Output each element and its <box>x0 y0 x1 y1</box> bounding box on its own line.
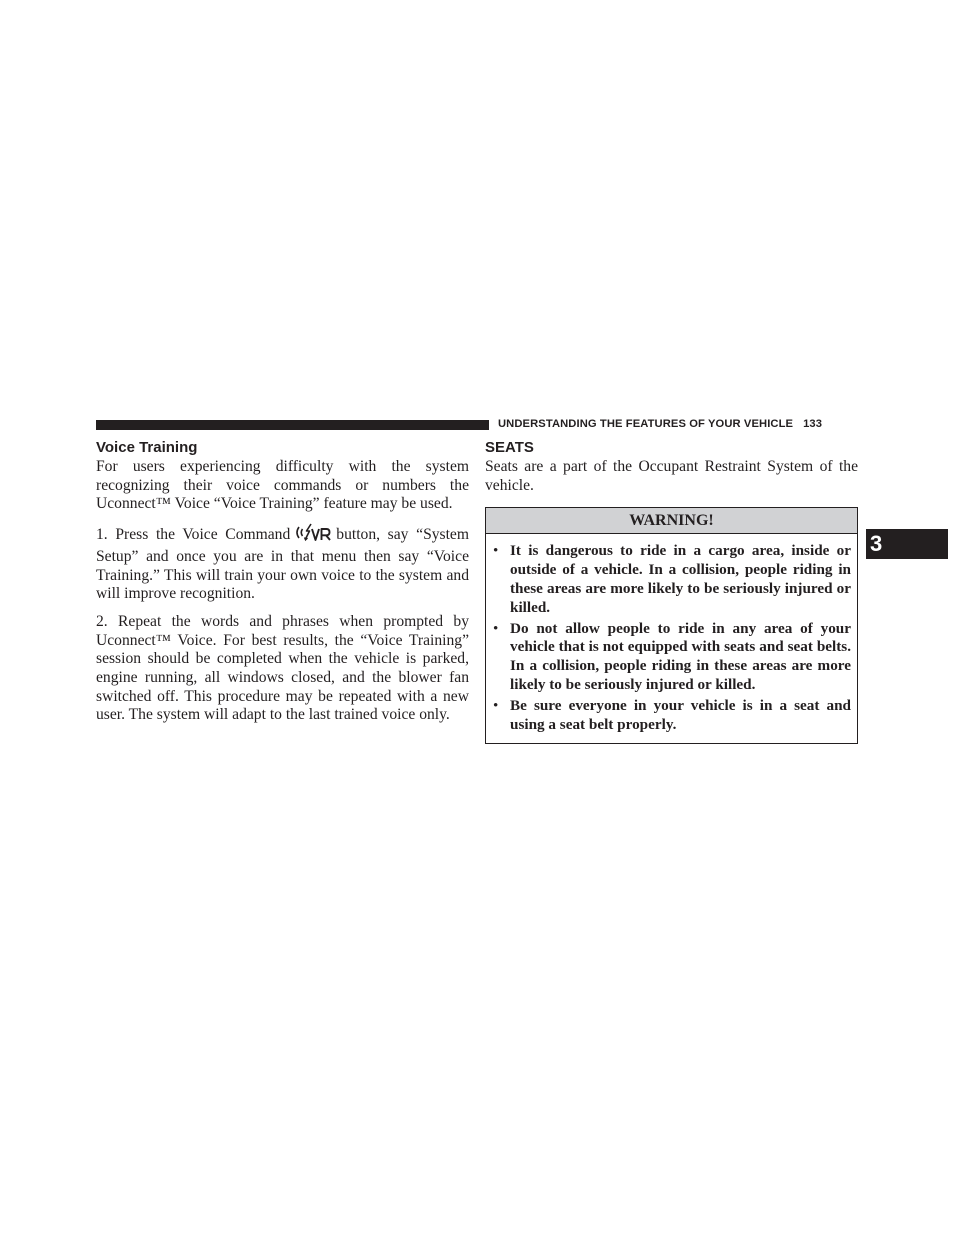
header-rule <box>96 420 489 430</box>
warning-list <box>486 534 857 743</box>
left-column <box>96 438 469 734</box>
chapter-tab: 3 <box>866 529 948 559</box>
running-header <box>498 418 822 430</box>
voice-command-vr-icon <box>293 523 333 548</box>
warning-item-text: Do not allow people to ride in any area of your vehicle that is not equipped with seats and seat belts. In a collision, people riding in these areas are more likely to be seriously injured or killed. <box>510 619 851 693</box>
warning-item-text: It is dangerous to ride in a cargo area, inside or outside of a vehicle. In a collision, people riding in these areas are more likely to be seriously injured or killed. <box>510 542 851 616</box>
warning-item-text: Be sure everyone in your vehicle is in a seat and using a seat belt properly. <box>510 696 851 733</box>
voice-training-step-2: 2. Repeat the words and phrases when prompted by Uconnect™ Voice. For best results, the “Voice Training” session should be completed when the vehicle is parked, engine running, all windows closed, and the blower fan switched off. This procedure may be repeated with a new user. The system will adapt to the last trained voice only. <box>96 612 469 724</box>
step-1-text-after: button, say “System Setup” and once you are in that menu then say “Voice Training.” This will train your own voice to the system and will improve recognition. <box>96 526 469 603</box>
page-number: 133 <box>803 418 823 430</box>
right-column <box>485 438 858 744</box>
voice-training-heading: Voice Training <box>96 439 198 456</box>
bullet-icon: • <box>493 696 499 714</box>
voice-training-intro: For users experiencing difficulty with the system recognizing their voice commands or numbers the Uconnect™ Voice “Voice Training” feature may be used. <box>96 458 469 513</box>
seats-heading: SEATS <box>485 439 534 456</box>
section-title: UNDERSTANDING THE FEATURES OF YOUR VEHICLE <box>498 418 794 430</box>
seats-intro: Seats are a part of the Occupant Restraint System of the vehicle. <box>485 458 858 494</box>
bullet-icon: • <box>493 619 499 637</box>
warning-item <box>492 620 851 695</box>
step-1-text-before: 1. Press the Voice Command <box>96 526 291 544</box>
warning-title: WARNING! <box>486 508 857 534</box>
warning-item <box>492 697 851 735</box>
warning-box <box>485 507 858 744</box>
bullet-icon: • <box>493 542 499 560</box>
voice-training-step-1 <box>96 523 469 604</box>
warning-item <box>492 542 851 617</box>
